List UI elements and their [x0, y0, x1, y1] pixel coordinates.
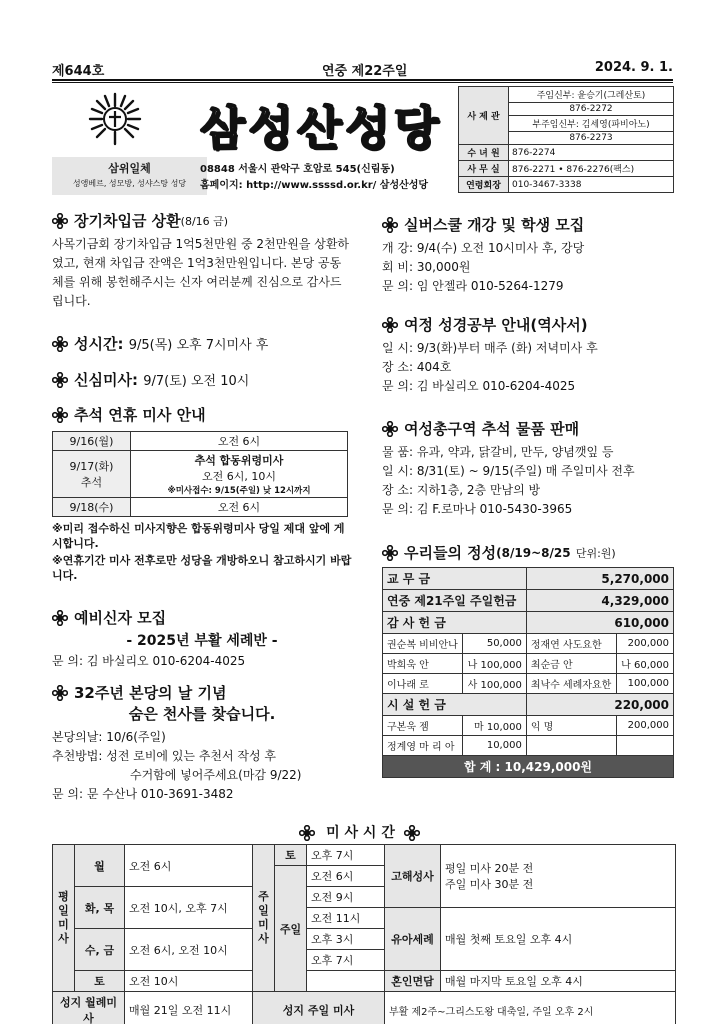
liturgical-week: 연중 제22주일 — [322, 64, 408, 79]
weekday-tuethu-time: 오전 10시, 오후 7시 — [125, 887, 253, 929]
row-label: 장 소: — [382, 483, 414, 497]
bible-row — [382, 339, 677, 358]
donor-amount: 나 100,000 — [463, 654, 527, 674]
header-rule-thin — [52, 82, 673, 83]
bible-title: 여정 성경공부 안내(역사서) — [404, 316, 588, 334]
pastor-name: 주임신부: 윤승기(그레산토) — [509, 87, 674, 103]
day-sub: 추석 — [80, 476, 103, 489]
infant-baptism-value: 매월 첫째 토요일 오후 4시 — [441, 908, 676, 971]
donor-name: 권순복 비비안나 — [383, 634, 463, 654]
donor-name: 정계영 마 리 아 — [383, 736, 463, 756]
flower-icon — [52, 213, 68, 229]
sunday-offering-value: 4,329,000 — [526, 590, 673, 612]
shrine-monthly-value: 매월 21일 오전 11시 — [125, 992, 253, 1024]
debt-date: (8/16 금) — [180, 214, 229, 228]
sunday-time: 오전 9시 — [307, 887, 385, 908]
offering-table — [382, 567, 674, 778]
silver-row — [382, 258, 677, 277]
donor-amount: 10,000 — [463, 736, 527, 756]
memorial-deadline: ※미사접수: 9/15(주일) 낮 12시까지 — [167, 486, 311, 496]
row-label: 문 의: — [382, 279, 414, 293]
chuseok-mass-table — [52, 431, 348, 517]
convent-phone: 876-2274 — [509, 145, 674, 161]
flower-icon — [382, 217, 398, 233]
row-value: 유과, 약과, 닭갈비, 만두, 양념깻잎 등 — [416, 445, 614, 459]
row-value: 30,000원 — [416, 260, 471, 274]
day-cell: 9/16(월) — [53, 432, 131, 451]
flower-icon — [299, 825, 315, 841]
header-rule — [52, 79, 673, 81]
day-text: 9/17(화) — [69, 460, 114, 473]
catechumen-heading — [52, 607, 352, 628]
silver-heading — [382, 214, 677, 235]
donor-name — [526, 736, 616, 756]
shrine-sunday-value: 부활 제2주~그리스도왕 대축일, 주일 오후 2시 — [385, 992, 676, 1024]
sale-row — [382, 481, 677, 500]
flower-icon — [382, 545, 398, 561]
newcomer-mass-value: 9/7(토) 오전 10시 — [143, 374, 250, 389]
flower-icon — [52, 610, 68, 626]
silver-school-section — [382, 214, 677, 296]
donor-name: 최순금 안 — [526, 654, 616, 674]
row-value: 9/3(화)부터 매주 (화) 저녁미사 후 — [416, 341, 598, 355]
sunday-time: 오전 6시 — [307, 866, 385, 887]
sunday-spacer — [307, 971, 385, 992]
weekday-wedfri-time: 오전 6시, 오전 10시 — [125, 929, 253, 971]
chuseok-section — [52, 404, 352, 583]
flower-icon — [52, 372, 68, 388]
offering-section — [382, 542, 677, 778]
table-row — [383, 654, 674, 674]
bible-row — [382, 358, 677, 377]
sunday-sat-time: 오후 7시 — [307, 845, 385, 866]
table-row — [383, 736, 674, 756]
offering-total: 합 계 : 10,429,000원 — [383, 756, 674, 778]
date-value: 10/6(주일) — [106, 730, 166, 744]
bible-study-section — [382, 314, 677, 396]
time-cell: 오전 6시 — [131, 432, 348, 451]
bible-row — [382, 377, 677, 396]
confession-weekday: 평일 미사 20분 전 — [445, 862, 534, 875]
issue-header — [52, 60, 673, 78]
silver-row — [382, 239, 677, 258]
holy-hour-label: 성시간: — [74, 335, 124, 353]
sale-row — [382, 443, 677, 462]
marriage-label: 혼인면담 — [385, 971, 441, 992]
row-label: 일 시: — [382, 341, 414, 355]
row-value: 404호 — [416, 360, 452, 374]
donor-amount: 마 10,000 — [463, 716, 527, 736]
sunday-sat: 토 — [275, 845, 307, 866]
chuseok-title: 추석 연휴 미사 안내 — [74, 406, 206, 424]
weekday-mass-label: 평일미사 — [53, 845, 75, 992]
weekday-mon: 월 — [75, 845, 125, 887]
newcomer-mass-heading — [52, 369, 352, 390]
chuseok-note-2: ※연휴기간 미사 전후로만 성당을 개방하오니 참고하시기 바랍니다. — [52, 554, 352, 582]
offering-period: (8/19~8/25 — [496, 545, 571, 560]
contact-value: 김 바실리오 010-6204-4025 — [86, 654, 246, 668]
flower-icon — [52, 407, 68, 423]
silver-title: 실버스쿨 개강 및 학생 모집 — [404, 216, 585, 234]
memorial-mass: 추석 합동위령미사 — [194, 454, 284, 467]
trinity-title: 삼위일체 — [108, 162, 151, 175]
pastor-phone: 876-2272 — [509, 103, 674, 116]
thanks-value: 610,000 — [526, 612, 673, 634]
method-value: 성전 로비에 있는 추천서 작성 후 — [106, 749, 277, 763]
contact-table — [458, 86, 674, 193]
facility-value: 220,000 — [526, 694, 673, 716]
row-label: 개 강: — [382, 241, 414, 255]
day-cell: 9/18(수) — [53, 498, 131, 517]
sale-heading — [382, 418, 677, 439]
row-label: 일 시: — [382, 464, 414, 478]
catechumen-section — [52, 607, 352, 671]
confession-sunday: 주일 미사 30분 전 — [445, 878, 534, 891]
facility-label: 시 설 헌 금 — [383, 694, 527, 716]
patron-saints: 성앵베르, 성모방, 성샤스탕 성당 — [72, 179, 187, 188]
mass-times-heading — [0, 822, 725, 842]
assistant-phone: 876-2273 — [509, 132, 674, 145]
anniversary-heading — [52, 682, 352, 703]
donor-amount: 100,000 — [616, 674, 673, 694]
chuseok-heading — [52, 404, 352, 425]
date-label: 본당의날: — [52, 730, 103, 744]
table-row — [383, 716, 674, 736]
catechumen-title: 예비신자 모집 — [74, 609, 167, 627]
issue-number: 제644호 — [52, 64, 105, 79]
row-value: 9/4(수) 오전 10시미사 후, 강당 — [416, 241, 585, 255]
obligation-value: 5,270,000 — [526, 568, 673, 590]
debt-title: 장기차입금 상환 — [74, 212, 181, 230]
table-row — [383, 674, 674, 694]
weekday-wedfri: 수, 금 — [75, 929, 125, 971]
office-phone: 876-2271 • 876-2276(팩스) — [509, 161, 674, 177]
donor-amount: 200,000 — [616, 634, 673, 654]
sunday-time: 오후 3시 — [307, 929, 385, 950]
thanks-label: 감 사 헌 금 — [383, 612, 527, 634]
anniversary-title-1: 32주년 본당의 날 기념 — [74, 684, 227, 702]
row-value: 김 바실리오 010-6204-4025 — [416, 379, 576, 393]
flower-icon — [382, 317, 398, 333]
sunday-mass-label: 주일미사 — [253, 845, 275, 992]
anniversary-contact — [52, 785, 352, 804]
anniversary-method-2: 수거함에 넣어주세요(마감 9/22) — [130, 768, 302, 782]
shrine-sunday-label: 성지 주일 미사 — [253, 992, 385, 1024]
method-label: 추천방법: — [52, 749, 103, 763]
patron-box — [52, 157, 207, 195]
sale-row — [382, 500, 677, 519]
row-value: 임 안젤라 010-5264-1279 — [416, 279, 564, 293]
time-cell — [131, 451, 348, 498]
offering-unit: 단위:원) — [575, 546, 616, 560]
council-label: 연령회장 — [459, 177, 509, 193]
confession-label: 고해성사 — [385, 845, 441, 908]
row-value: 지하1층, 2층 만남의 방 — [416, 483, 541, 497]
flower-icon — [404, 825, 420, 841]
office-label: 사 무 실 — [459, 161, 509, 177]
sale-title: 여성총구역 추석 물품 판매 — [404, 420, 580, 438]
church-homepage[interactable]: 홈페이지: http://www.ssssd.or.kr/ 삼성산성당 — [200, 180, 429, 191]
weekday-tuethu: 화, 목 — [75, 887, 125, 929]
weekday-sat-time: 오전 10시 — [125, 971, 253, 992]
sunday-offering-label: 연중 제21주일 주일헌금 — [383, 590, 527, 612]
debt-section — [52, 210, 352, 311]
donor-name: 익 명 — [526, 716, 616, 736]
donor-name: 구본욱 젬 — [383, 716, 463, 736]
row-label: 물 품: — [382, 445, 414, 459]
sunday-time: 오전 11시 — [307, 908, 385, 929]
anniversary-date — [52, 728, 352, 747]
issue-date: 2024. 9. 1. — [594, 60, 673, 75]
church-name-title: 삼성산성당 — [200, 101, 443, 155]
holy-hour-heading — [52, 333, 352, 354]
catechumen-subtitle: - 2025년 부활 세례반 - — [126, 633, 278, 649]
debt-body: 사목기금회 장기차입금 1억5천만원 중 2천만원을 상환하였고, 현재 차입금 잔액은 1억3천만원입니다. 본당 공동체를 위해 봉헌해주시는 신자 여러분께 진심으로 감사드립니다. — [52, 237, 350, 308]
church-address: 08848 서울시 관악구 호암로 545(신림동) — [200, 164, 395, 175]
table-row — [383, 634, 674, 654]
anniversary-method — [52, 747, 352, 766]
assistant-name: 부주임신부: 김세영(파비아노) — [509, 116, 674, 132]
contact-value: 문 수산나 010-3691-3482 — [86, 787, 234, 801]
catechumen-contact — [52, 652, 352, 671]
debt-heading — [52, 210, 352, 231]
time-cell: 오전 6시 — [131, 498, 348, 517]
newcomer-mass-label: 신심미사: — [74, 371, 138, 389]
day-cell — [53, 451, 131, 498]
mass-times-title: 미 사 시 간 — [326, 825, 395, 841]
holy-hour-section — [52, 333, 352, 354]
donor-amount: 50,000 — [463, 634, 527, 654]
shrine-monthly-label: 성지 월례미사 — [53, 992, 125, 1024]
council-phone: 010-3467-3338 — [509, 177, 674, 193]
anniversary-title-2: 숨은 천사를 찾습니다. — [128, 705, 276, 723]
sunday-time: 오후 7시 — [307, 950, 385, 971]
donor-amount — [616, 736, 673, 756]
weekday-sat: 토 — [75, 971, 125, 992]
flower-icon — [382, 421, 398, 437]
offering-title: 우리들의 정성 — [404, 544, 497, 562]
memorial-times: 오전 6시, 10시 — [202, 470, 276, 483]
sale-section — [382, 418, 677, 519]
row-value: 김 F.로마나 010-5430-3965 — [416, 502, 573, 516]
donor-amount: 사 100,000 — [463, 674, 527, 694]
donor-name: 박희욱 안 — [383, 654, 463, 674]
marriage-value: 매월 마지막 토요일 오후 4시 — [441, 971, 676, 992]
church-logo-icon — [88, 92, 142, 146]
row-value: 8/31(토) ~ 9/15(주일) 매 주일미사 전후 — [416, 464, 635, 478]
donor-name: 이나래 로 — [383, 674, 463, 694]
offering-heading — [382, 542, 677, 563]
rectory-label: 사 제 관 — [459, 87, 509, 145]
donor-amount: 200,000 — [616, 716, 673, 736]
flower-icon — [52, 336, 68, 352]
silver-row — [382, 277, 677, 296]
confession-times — [441, 845, 676, 908]
mass-times-table — [52, 844, 676, 1024]
infant-baptism-label: 유아세례 — [385, 908, 441, 971]
sunday-day: 주일 — [275, 866, 307, 992]
obligation-label: 교 무 금 — [383, 568, 527, 590]
holy-hour-value: 9/5(목) 오후 7시미사 후 — [128, 338, 269, 353]
chuseok-note-1: ※미리 접수하신 미사지향은 합동위령미사 당일 제대 앞에 게시합니다. — [52, 522, 345, 550]
bible-heading — [382, 314, 677, 335]
flower-icon — [52, 685, 68, 701]
row-label: 문 의: — [382, 502, 414, 516]
donor-amount: 나 60,000 — [616, 654, 673, 674]
row-label: 장 소: — [382, 360, 414, 374]
donor-name: 정재연 사도요한 — [526, 634, 616, 654]
contact-label: 문 의: — [52, 787, 84, 801]
weekday-mon-time: 오전 6시 — [125, 845, 253, 887]
anniversary-section — [52, 682, 352, 804]
newcomer-mass-section — [52, 369, 352, 390]
sale-row — [382, 462, 677, 481]
contact-label: 문 의: — [52, 654, 84, 668]
donor-name: 최낙수 세례자요한 — [526, 674, 616, 694]
row-label: 문 의: — [382, 379, 414, 393]
row-label: 회 비: — [382, 260, 414, 274]
convent-label: 수 녀 원 — [459, 145, 509, 161]
